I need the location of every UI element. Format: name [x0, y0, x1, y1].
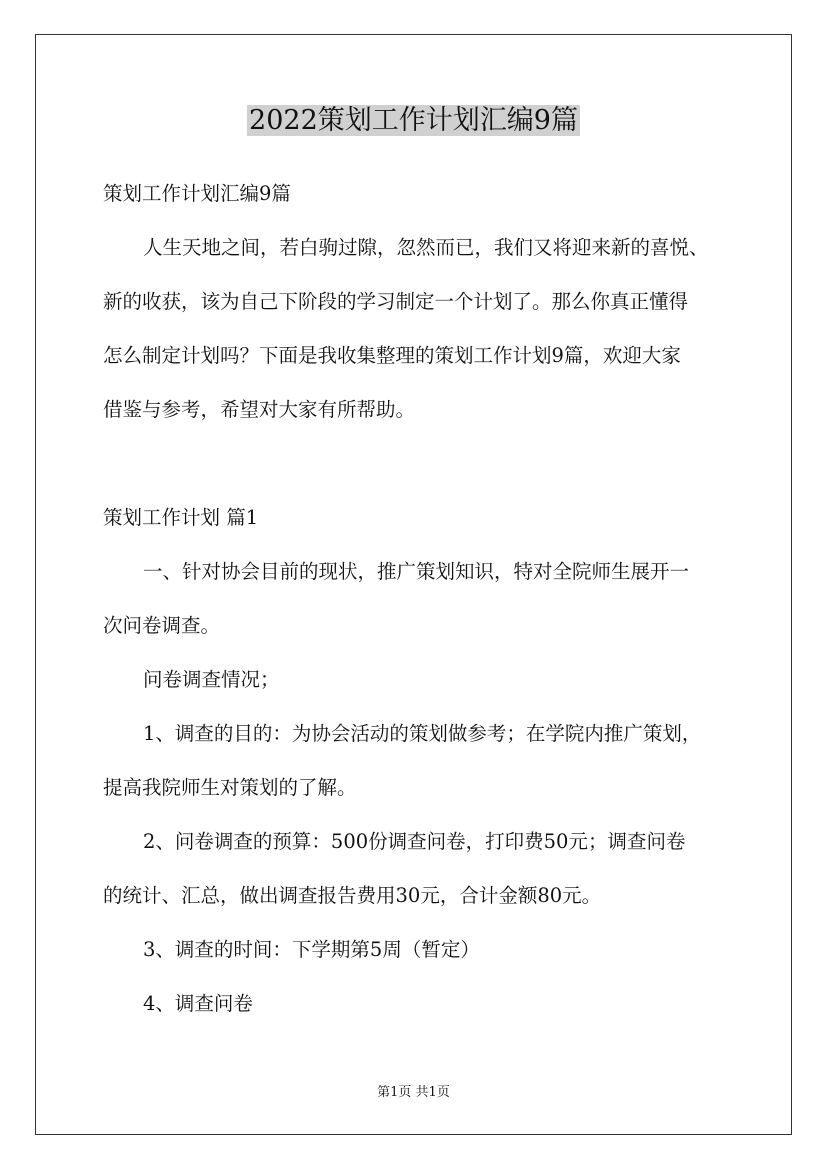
intro-line: 人生天地之间，若白驹过隙，忽然而已，我们又将迎来新的喜悦、	[143, 236, 709, 259]
section-line: 问卷调查情况；	[143, 668, 280, 691]
section-line: 3、调查的时间：下学期第5周（暂定）	[143, 938, 480, 961]
intro-line: 新的收获，该为自己下阶段的学习制定一个计划了。那么你真正懂得	[103, 290, 689, 313]
section-line: 4、调查问卷	[143, 992, 253, 1015]
section-line: 次问卷调查。	[103, 614, 221, 637]
intro-line: 借鉴与参考，希望对大家有所帮助。	[103, 398, 416, 421]
section-line: 1、调查的目的：为协会活动的策划做参考；在学院内推广策划，	[143, 722, 702, 745]
document-subtitle: 策划工作计划汇编9篇	[103, 182, 291, 205]
section-line: 一、针对协会目前的现状，推广策划知识，特对全院师生展开一	[143, 560, 690, 583]
document-title	[0, 100, 827, 142]
section-heading: 策划工作计划 篇1	[103, 506, 259, 529]
section-line: 2、问卷调查的预算：500份调查问卷，打印费50元；调查问卷	[143, 830, 686, 853]
document-title-text: 2022策划工作计划汇编9篇	[249, 105, 578, 136]
intro-line: 怎么制定计划吗？下面是我收集整理的策划工作计划9篇，欢迎大家	[103, 344, 681, 367]
section-line: 的统计、汇总，做出调查报告费用30元，合计金额80元。	[103, 884, 602, 907]
section-line: 提高我院师生对策划的了解。	[103, 776, 357, 799]
page-footer: 第1页 共1页	[377, 1085, 450, 1100]
